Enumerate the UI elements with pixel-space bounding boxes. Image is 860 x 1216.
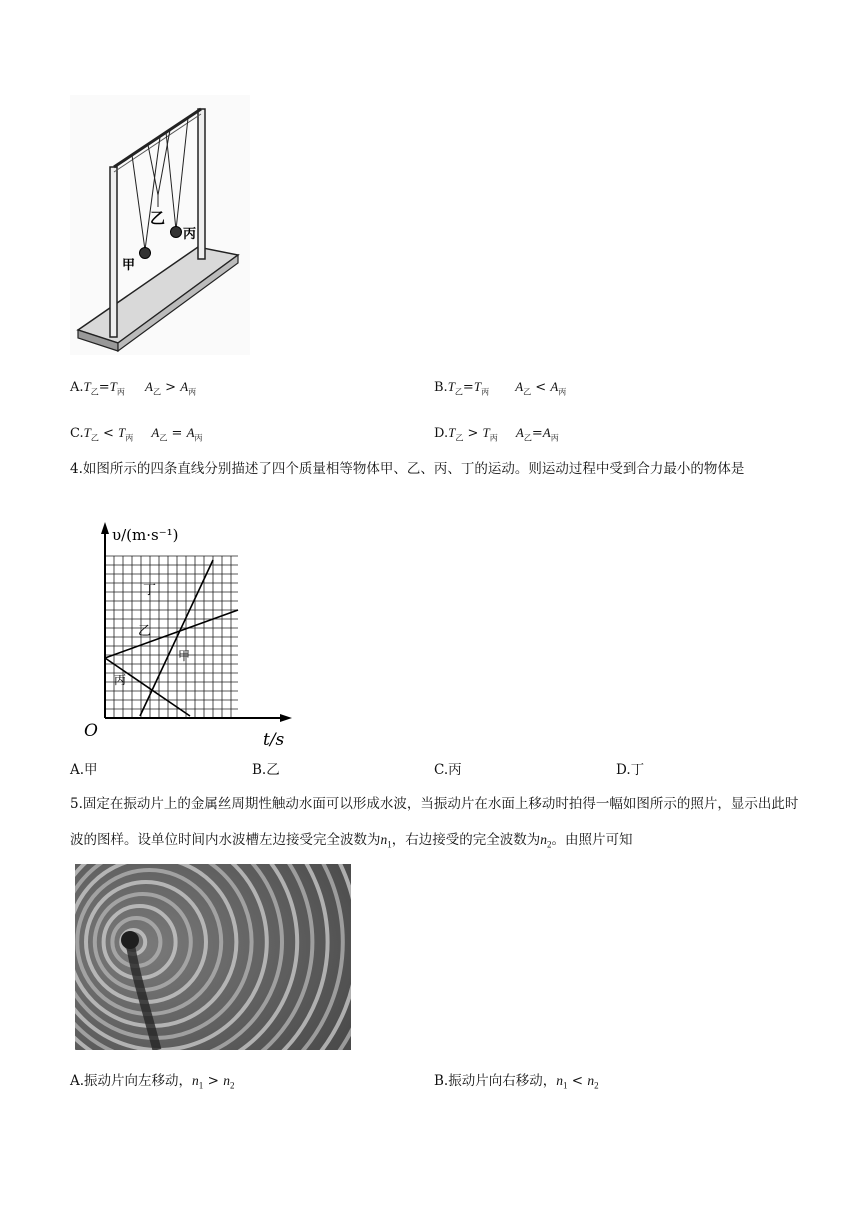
label-ding: 丁: [143, 583, 157, 598]
q5-stem: 5.固定在振动片上的金属丝周期性触动水面可以形成水波，当振动片在水面上移动时拍得一幅如图所示的照片，显示出此时波的图样。设单位时间内水波槽左边接受完全波数为$n_1$，右边接受的完全波数为$n_2$。由照片可知: [70, 796, 799, 850]
label-yi: 乙: [138, 624, 152, 639]
origin-label: O: [84, 721, 98, 741]
label-jia: 甲: [122, 258, 136, 273]
ylabel: υ/(m·s⁻¹): [112, 526, 179, 544]
q3-option-a: $A.T_乙=T_丙$ $A_乙 > A_丙$: [70, 379, 197, 397]
q5-option-a: A.振动片向左移动，$n_1 > n_2$: [70, 1073, 235, 1091]
q4-stem: 4.如图所示的四条直线分别描述了四个质量相等物体甲、乙、丙、丁的运动。则运动过程中受到合力最小的物体是: [70, 461, 745, 477]
label-jia: 甲: [178, 649, 191, 663]
ripple-photo: [75, 864, 351, 1050]
label-bing: 丙: [183, 227, 197, 242]
q3-option-c: $C.T_乙 < T_丙$ $A_乙 = A_丙$: [70, 425, 203, 443]
q3-option-d: $D.T_乙 > T_丙$ $A_乙=A_丙$: [434, 425, 559, 443]
q4-option-a: A.甲: [70, 762, 98, 778]
label-bing: 丙: [114, 673, 127, 687]
q3-option-b: $B.T_乙=T_丙$ $A_乙 < A_丙$: [434, 379, 567, 397]
q4-option-c: C.丙: [434, 762, 462, 778]
pendulum-figure: [70, 95, 250, 355]
xlabel: t/s: [263, 730, 285, 750]
label-yi: 乙: [150, 209, 166, 227]
q4-option-d: D.丁: [616, 762, 645, 778]
q4-option-b: B.乙: [252, 762, 280, 778]
q5-option-b: B.振动片向右移动，$n_1 < n_2$: [434, 1073, 599, 1091]
velocity-time-graph: [78, 518, 298, 750]
